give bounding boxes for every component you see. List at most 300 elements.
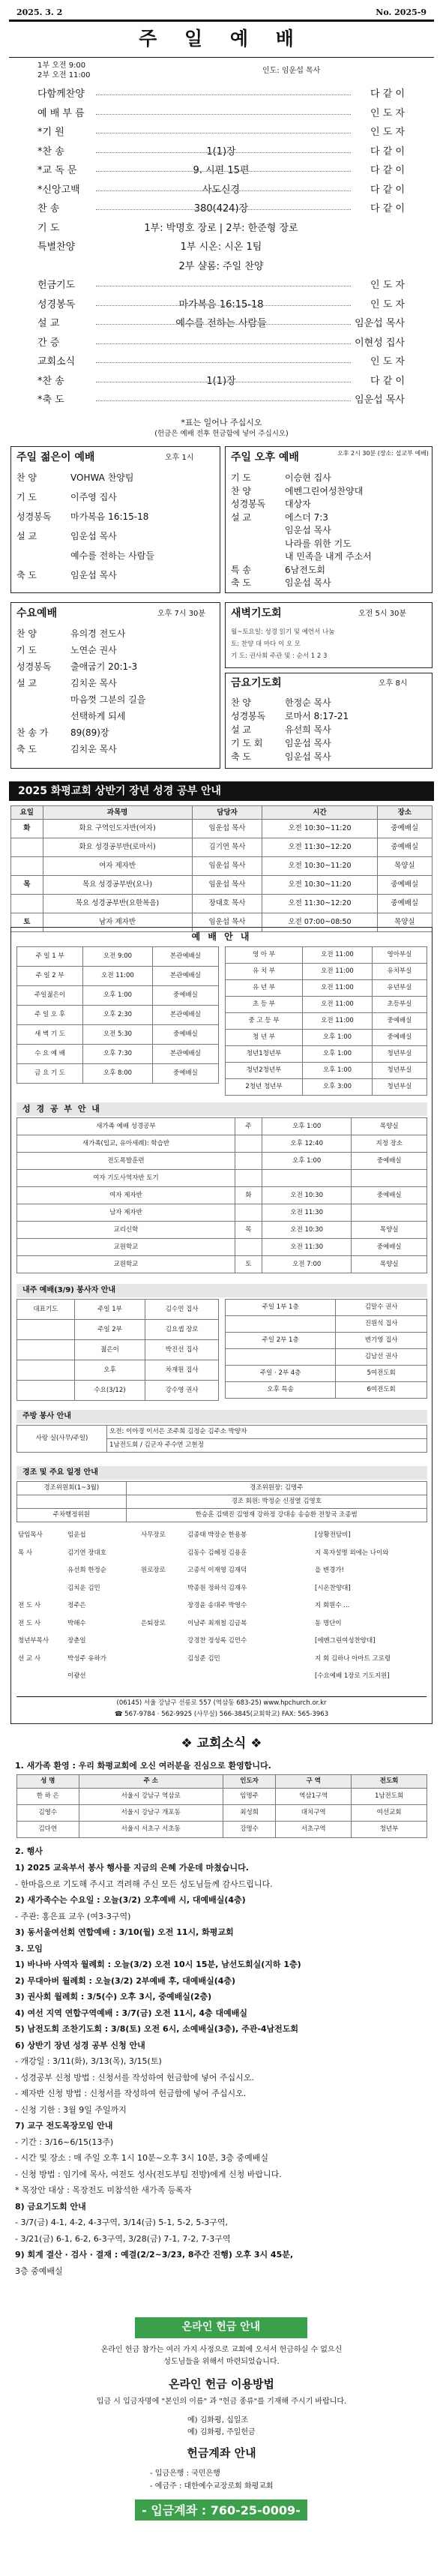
wr-cell: 오전 11:00 bbox=[303, 1013, 373, 1030]
title-rule bbox=[9, 57, 434, 58]
wr-cell: 청년부실 bbox=[372, 1063, 427, 1079]
dr-row bbox=[226, 1382, 427, 1399]
wl-cell: 주 일 1 부 bbox=[17, 947, 83, 967]
sch-cell: 한승훈 김택진 김영재 강하정 강대송 송승환 전창국 조종범 bbox=[126, 1509, 427, 1522]
pm-label: 특 송 bbox=[231, 564, 251, 575]
news-events-heading: 2. 행사 bbox=[15, 1846, 43, 1856]
online-examples bbox=[187, 2415, 256, 2439]
staff-cell: [수요예배 1장로 기도지원] bbox=[315, 1672, 390, 1680]
news-item: - 3/21(금) 6-1, 6-2, 6-3구역, 3/28(금) 7-1, 7-2, 7-3구역 bbox=[15, 2233, 231, 2244]
study-plan-cell: 임운섭 목사 bbox=[192, 857, 262, 876]
wr-cell: 청년1청년부 bbox=[226, 1046, 303, 1063]
sg-cell: 여자 기도사역자반 토기 bbox=[17, 1170, 235, 1187]
sch-cell: 경조 회원: 박정순 신정열 김영호 bbox=[126, 1495, 427, 1509]
newcomer-cell: 서초구역 bbox=[276, 1822, 352, 1838]
staff-cell: [상황전담비] bbox=[315, 1531, 351, 1539]
account-title: 헌금계좌 안내 bbox=[187, 2446, 256, 2460]
dr-cell: 변기영 집사 bbox=[336, 1333, 427, 1349]
sg-cell: 남자 제자반 bbox=[17, 1204, 235, 1222]
study-plan-col-header: 과목명 bbox=[43, 806, 192, 820]
wr-cell: 오후 1:00 bbox=[303, 1030, 373, 1046]
wl-cell: 중예배실 bbox=[152, 1064, 218, 1084]
account-number: - 입금계좌 : 760-25-0009-615 bbox=[135, 2500, 307, 2521]
youth-label: 성경봉독 bbox=[16, 511, 52, 522]
order-row bbox=[37, 315, 405, 333]
youth-label: 축 도 bbox=[16, 570, 37, 580]
dr-row bbox=[226, 1349, 427, 1366]
dl-row bbox=[17, 1320, 219, 1340]
wr-row bbox=[226, 980, 427, 997]
wl-row bbox=[17, 1006, 219, 1025]
fri-value: 임운섭 목사 bbox=[285, 751, 331, 762]
kitchen-service-title: 주방 봉사 안내 bbox=[16, 1410, 427, 1423]
study-plan-cell: 오전 11:30~12:20 bbox=[262, 895, 377, 913]
newcomer-row bbox=[17, 1822, 427, 1838]
sch-row bbox=[17, 1495, 427, 1509]
staff-cell: 고종석 이재영 김재덕 bbox=[187, 1567, 247, 1574]
staff-cell: 박종원 정하석 김재우 bbox=[187, 1584, 247, 1592]
study-plan-cell bbox=[11, 838, 43, 857]
order-row bbox=[37, 162, 405, 180]
study-plan-cell: 김기연 목사 bbox=[192, 838, 262, 857]
wr-cell: 유 치 부 bbox=[226, 964, 303, 980]
dr-cell: 김말수 권사 bbox=[336, 1300, 427, 1316]
order-row bbox=[37, 373, 405, 391]
dawn-line: 토: 찬양 대 마다 이 오 모 bbox=[231, 640, 301, 649]
wednesday-worship-title: 수요예배 bbox=[16, 607, 58, 619]
study-plan-cell: 화요 성경공부반(로마서) bbox=[43, 838, 192, 857]
newcomer-col-header: 인도자 bbox=[223, 1775, 275, 1789]
church-news-title: ❖ 교회소식 ❖ bbox=[181, 1736, 262, 1751]
order-item-leader: 다 같 이 bbox=[370, 184, 405, 196]
fri-label: 찬 양 bbox=[231, 697, 251, 708]
newcomer-table bbox=[16, 1774, 427, 1838]
sch-row bbox=[17, 1482, 427, 1495]
online-example: 예) 김화평, 주일헌금 bbox=[187, 2428, 256, 2437]
news-item: - 기간 : 3/16~6/15(13주) bbox=[15, 2137, 114, 2147]
sg-cell: 새가족 예배 성경공부 bbox=[17, 1118, 235, 1135]
sch-row bbox=[17, 1509, 427, 1522]
order-dots bbox=[96, 324, 351, 325]
dl-cell bbox=[17, 1360, 75, 1381]
order-row bbox=[37, 85, 405, 103]
staff-cell: 김종태 박장순 한용봉 bbox=[187, 1531, 247, 1539]
news-item: - 신청 기한 : 3월 9일 주일까지 bbox=[15, 2104, 127, 2115]
bulletin-number: No. 2025-9 bbox=[376, 7, 427, 17]
sg-cell: 오후 1:00 bbox=[262, 1153, 352, 1170]
bulletin-header bbox=[9, 4, 434, 18]
sg-cell: 목 bbox=[235, 1222, 262, 1239]
sg-cell: 중예배실 bbox=[352, 1239, 427, 1256]
wl-cell: 오전 11:00 bbox=[83, 967, 153, 986]
sg-row bbox=[17, 1204, 427, 1222]
newcomer-cell: 역삼1구역 bbox=[276, 1789, 352, 1805]
fri-value: 한정순 목사 bbox=[285, 697, 331, 708]
wed-value: 출애굽기 20:1-3 bbox=[70, 661, 138, 672]
dr-cell: 오후 특송 bbox=[226, 1382, 336, 1399]
news-item: 2) 무대아버 월례회 : 오늘(3/2) 2부예배 후, 대예배실(4층) bbox=[15, 1975, 236, 1986]
dl-cell: 대표기도 bbox=[17, 1300, 75, 1320]
study-plan-cell: 목양실 bbox=[377, 913, 432, 932]
account-holder: - 예금주 : 대한예수교장로회 화평교회 bbox=[150, 2482, 274, 2491]
staff-cell: 지 목자설명 외에는 나이와 bbox=[315, 1549, 389, 1557]
online-offering-button[interactable]: 온라인 헌금 안내 bbox=[135, 2317, 307, 2338]
pm-value: 6남전도회 bbox=[285, 564, 326, 575]
newcomer-cell: 1남전도회 bbox=[352, 1789, 427, 1805]
pm-value: 임운섭 목사 bbox=[285, 525, 331, 535]
wed-value: 유의경 전도사 bbox=[70, 628, 126, 639]
dl-cell: 김수민 집사 bbox=[145, 1300, 219, 1320]
order-item-title: 헌금기도 bbox=[37, 280, 76, 291]
sg-row bbox=[17, 1239, 427, 1256]
order-dots bbox=[96, 171, 351, 172]
duty-left-table bbox=[16, 1299, 219, 1401]
wednesday-worship-time: 오후 7시 30분 bbox=[157, 610, 206, 618]
duty-right-table bbox=[225, 1299, 427, 1399]
order-item-leader: 다 같 이 bbox=[370, 203, 405, 214]
order-dots bbox=[96, 114, 351, 115]
kitchen-line-2: 1남전도회 / 김군자 주수연 고현정 bbox=[107, 1439, 427, 1453]
order-item-leader: 다 같 이 bbox=[370, 375, 405, 387]
sg-cell: 주 bbox=[235, 1118, 262, 1135]
order-item-content: 예수를 전하는 사람들 bbox=[175, 318, 267, 329]
sg-cell: 토 bbox=[235, 1256, 262, 1273]
wl-cell: 금 요 기 도 bbox=[17, 1064, 83, 1084]
wed-value: 89(89)장 bbox=[70, 727, 109, 738]
study-plan-cell: 목요 성경공부반(요한복음) bbox=[43, 895, 192, 913]
order-dots bbox=[96, 362, 351, 363]
pm-value: 내 민족을 내게 주소서 bbox=[285, 551, 372, 562]
dr-row bbox=[226, 1366, 427, 1382]
dl-cell: 강수영 권사 bbox=[145, 1381, 219, 1401]
study-plan-row bbox=[11, 820, 433, 838]
staff-cell: 장경윤 송대주 박영수 bbox=[187, 1602, 247, 1609]
dr-cell: 5여전도회 bbox=[336, 1366, 427, 1382]
kitchen-label: 사랑 실(사무/주일) bbox=[17, 1426, 107, 1453]
sg-row bbox=[17, 1153, 427, 1170]
order-row bbox=[37, 296, 405, 314]
pm-value: 나라를 위한 기도 bbox=[285, 538, 352, 549]
pm-label: 축 도 bbox=[231, 577, 251, 588]
wr-cell: 오전 11:00 bbox=[303, 997, 373, 1013]
staff-cell: 지 회원수 ... bbox=[315, 1602, 350, 1609]
staff-cell: 김동수 김혜정 김용훈 bbox=[187, 1549, 247, 1557]
dr-cell bbox=[226, 1349, 336, 1366]
newcomer-cell: 임명주 bbox=[223, 1789, 275, 1805]
study-plan-cell: 화요 구역인도자반(여자) bbox=[43, 820, 192, 838]
sg-row bbox=[17, 1170, 427, 1187]
wr-cell: 오전 11:00 bbox=[303, 947, 373, 964]
sg-cell: 여자 제자반 bbox=[17, 1187, 235, 1204]
sg-row bbox=[17, 1135, 427, 1153]
order-item-title: 교회소식 bbox=[37, 356, 76, 367]
wed-value: 김치운 목사 bbox=[70, 678, 117, 688]
wr-cell: 오후 1:00 bbox=[303, 1046, 373, 1063]
order-row bbox=[37, 220, 405, 238]
fri-label: 기 도 회 bbox=[231, 738, 263, 748]
newcomer-cell: 강명수 bbox=[223, 1822, 275, 1838]
wr-cell: 청년부실 bbox=[372, 1079, 427, 1096]
news-item: 3. 모임 bbox=[15, 1943, 43, 1954]
pm-label: 기 도 bbox=[231, 472, 251, 483]
sg-cell: 오전 11:30 bbox=[262, 1239, 352, 1256]
newcomer-body bbox=[17, 1789, 427, 1838]
sg-cell: 목양실 bbox=[352, 1222, 427, 1239]
worship-guide-title: 예 배 안 내 bbox=[191, 931, 252, 942]
order-item-title: 예 배 부 름 bbox=[37, 107, 85, 119]
staff-cell: 이광선 bbox=[67, 1672, 86, 1680]
news-item: - 신청 방법 : 임기에 목사, 여전도 성사(전도부팀 전방)에게 신청 바랍니다. bbox=[15, 2169, 282, 2179]
order-item-leader: 이현성 집사 bbox=[355, 337, 405, 349]
wr-cell: 유 년 부 bbox=[226, 980, 303, 997]
dl-row bbox=[17, 1340, 219, 1360]
sg-cell: 교리신학 bbox=[17, 1222, 235, 1239]
order-item-leader: 인 도 자 bbox=[370, 356, 405, 367]
youth-value: 임운섭 목사 bbox=[70, 531, 117, 541]
wr-cell: 2청년 청년부 bbox=[226, 1079, 303, 1096]
order-dots bbox=[96, 400, 351, 401]
news-item: 3) 동서울여선회 연합예배 : 3/10(월) 오전 11시, 화평교회 bbox=[15, 1927, 234, 1937]
order-item-title: *교 독 문 bbox=[37, 165, 77, 176]
study-plan-cell: 오전 11:30~12:20 bbox=[262, 838, 377, 857]
sg-cell: 오후 12:40 bbox=[262, 1135, 352, 1153]
staff-cell: 동 명단이 bbox=[315, 1619, 342, 1627]
study-plan-cell: 남자 제자반 bbox=[43, 913, 192, 932]
sg-cell: 중예배실 bbox=[352, 1153, 427, 1170]
newcomer-col-header: 주 소 bbox=[79, 1775, 223, 1789]
order-dots bbox=[96, 209, 351, 210]
wr-cell: 영아부실 bbox=[372, 947, 427, 964]
header-rule bbox=[9, 19, 434, 22]
study-plan-body bbox=[11, 820, 433, 932]
wed-value: 마음껏 그분의 길을 bbox=[70, 694, 146, 705]
wl-cell: 새 벽 기 도 bbox=[17, 1025, 83, 1045]
wr-cell: 초등부실 bbox=[372, 997, 427, 1013]
online-method-title: 온라인 헌금 이용방법 bbox=[169, 2377, 274, 2391]
study-plan-cell: 중예배실 bbox=[377, 876, 432, 895]
newcomer-cell: 서울시 강남구 개포동 bbox=[79, 1805, 223, 1822]
wr-cell: 청 년 부 bbox=[226, 1030, 303, 1046]
wl-row bbox=[17, 1025, 219, 1045]
news-item: 3층 중예배실 bbox=[15, 2266, 63, 2276]
study-plan-cell: 오전 10:30~11:20 bbox=[262, 876, 377, 895]
order-item-title: *찬 송 bbox=[37, 145, 64, 157]
order-item-leader: 다 같 이 bbox=[370, 145, 405, 157]
order-item-title: 찬 송 bbox=[37, 203, 60, 214]
fri-label: 설 교 bbox=[231, 724, 251, 735]
order-item-title: *신앙고백 bbox=[37, 184, 80, 196]
order-item-content: 1(1)장 bbox=[206, 145, 236, 157]
order-item-title: 설 교 bbox=[37, 318, 60, 329]
news-item: - 한마음으로 기도해 주시고 격려해 주신 모든 성도님들께 감사드립니다. bbox=[15, 1879, 273, 1889]
account-bank: - 입금은행 : 국민은행 bbox=[150, 2470, 220, 2478]
offering-note: (헌금은 예배 전후 헌금함에 넣어 주십시오) bbox=[154, 430, 289, 438]
study-plan-cell: 임운섭 목사 bbox=[192, 876, 262, 895]
order-item-leader: 인 도 자 bbox=[370, 280, 405, 291]
wed-label: 설 교 bbox=[16, 678, 37, 688]
study-plan-header-row bbox=[11, 806, 433, 820]
newcomer-cell: 청년부 bbox=[352, 1822, 427, 1838]
order-row bbox=[37, 124, 405, 142]
wl-cell: 오후 7:30 bbox=[83, 1045, 153, 1064]
sg-cell bbox=[235, 1239, 262, 1256]
study-plan-row bbox=[11, 895, 433, 913]
news-item: - 시간 및 장소 : 매 주일 오후 1시 10분~오후 3시 10분, 3층 중예배실 bbox=[15, 2153, 268, 2163]
order-item-leader: 다 같 이 bbox=[370, 165, 405, 176]
staff-cell: 원로장로 bbox=[141, 1567, 166, 1574]
wed-value: 노연순 권사 bbox=[70, 645, 117, 655]
news-item: 6) 상반기 장년 성경 공부 신청 안내 bbox=[15, 2040, 145, 2050]
study-plan-col-header: 시간 bbox=[262, 806, 377, 820]
sg-cell: 오전 10:30 bbox=[262, 1187, 352, 1204]
newcomer-col-header: 전도회 bbox=[352, 1775, 427, 1789]
service-time-1: 1부 오전 9:00 bbox=[37, 61, 86, 70]
wl-cell: 오후 1:00 bbox=[83, 986, 153, 1006]
sg-cell: 화 bbox=[235, 1187, 262, 1204]
wr-cell: 오후 3:00 bbox=[303, 1079, 373, 1096]
online-intro-line: 성도님들을 위해서 마련되었습니다. bbox=[163, 2357, 280, 2366]
newcomer-cell: 한 하 은 bbox=[17, 1789, 79, 1805]
wl-cell: 주일젊은이 bbox=[17, 986, 83, 1006]
wed-value: 선택하게 되세 bbox=[70, 711, 126, 721]
dawn-prayer-time: 오전 5시 30분 bbox=[358, 610, 407, 618]
sg-row bbox=[17, 1256, 427, 1273]
dl-row bbox=[17, 1300, 219, 1320]
youth-label: 설 교 bbox=[16, 531, 37, 541]
service-time-2: 2부 오전 11:00 bbox=[37, 70, 91, 79]
study-plan-cell: 여자 제자반 bbox=[43, 857, 192, 876]
study-plan-cell: 중예배실 bbox=[377, 820, 432, 838]
dawn-line: 월~토요일: 성경 읽기 및 예언서 나눔 bbox=[231, 628, 335, 636]
wr-cell: 유년부실 bbox=[372, 980, 427, 997]
wl-row bbox=[17, 947, 219, 967]
newcomer-col-header: 구 역 bbox=[276, 1775, 352, 1789]
study-guide-title: 성 경 공 부 안 내 bbox=[16, 1102, 427, 1116]
order-item-leader: 임운섭 목사 bbox=[355, 394, 405, 406]
wl-row bbox=[17, 986, 219, 1006]
news-item: 8) 금요기도회 안내 bbox=[15, 2201, 86, 2212]
fri-label: 성경봉독 bbox=[231, 711, 266, 721]
standing-note: *표는 일어나 주십시오 bbox=[181, 418, 262, 427]
news-item: 1) 2025 교육부서 봉사 행사를 지금의 은혜 가운데 마쳤습니다. bbox=[15, 1863, 249, 1873]
order-item-title: *찬 송 bbox=[37, 375, 64, 387]
sg-cell: 오전 10:30 bbox=[262, 1222, 352, 1239]
newcomer-row bbox=[17, 1789, 427, 1805]
order-item-title: *기 원 bbox=[37, 127, 64, 138]
wr-row bbox=[226, 1013, 427, 1030]
sg-cell: 오전 11:30 bbox=[262, 1204, 352, 1222]
page-title: 주 일 예 배 bbox=[139, 28, 304, 49]
news-item: 9) 회계 결산 · 검사 · 결재 : 예결(2/2~3/23, 8주간 진행) 오후 3시 45분, bbox=[15, 2250, 294, 2260]
study-plan-cell: 목요 성경공부반(요나) bbox=[43, 876, 192, 895]
staff-cell: 은퇴장로 bbox=[141, 1619, 166, 1627]
news-item: - 주관: 홍은표 교우 (여3-3구역) bbox=[15, 1911, 131, 1921]
dl-cell: 젊은이 bbox=[74, 1340, 145, 1360]
study-plan-cell: 오전 10:30~11:20 bbox=[262, 820, 377, 838]
staff-cell: 이남주 최재철 김금복 bbox=[187, 1619, 247, 1627]
study-plan-cell: 오전 10:30~11:20 bbox=[262, 857, 377, 876]
order-item-content: 1부 시온: 시온 1팀 bbox=[180, 241, 262, 253]
wed-label: 찬 양 bbox=[16, 628, 37, 639]
dl-cell bbox=[17, 1340, 75, 1360]
study-plan-cell bbox=[11, 857, 43, 876]
next-week-duty-title: 내주 예배(3/9) 봉사자 안내 bbox=[16, 1284, 427, 1297]
study-plan-cell bbox=[11, 895, 43, 913]
sg-cell bbox=[235, 1170, 262, 1187]
wed-label: 찬 송 가 bbox=[16, 727, 49, 738]
news-item: 1) 바나바 사역자 월례회 : 오늘(3/2) 오전 10시 15분, 남선도회실(지하 1층) bbox=[15, 1960, 301, 1969]
wl-cell: 본관예배실 bbox=[152, 947, 218, 967]
online-intro bbox=[15, 2344, 428, 2368]
wl-cell: 오전 9:00 bbox=[83, 947, 153, 967]
address-rule bbox=[16, 1696, 427, 1697]
newcomer-cell: 김다연 bbox=[17, 1822, 79, 1838]
staff-cell: 선 교 사 bbox=[18, 1654, 41, 1663]
dr-row bbox=[226, 1316, 427, 1333]
wr-cell: 오전 11:00 bbox=[303, 964, 373, 980]
newcomer-cell: 최성희 bbox=[223, 1805, 275, 1822]
order-item-content: 2부 샬롬: 주일 찬양 bbox=[178, 260, 264, 272]
sg-cell: 교원학교 bbox=[17, 1256, 235, 1273]
fri-label: 축 도 bbox=[231, 751, 251, 762]
dawn-line: 기 도: 권사회 주관 및 : 순서 1 2 3 bbox=[231, 652, 328, 661]
study-plan-table bbox=[10, 805, 433, 932]
staff-cell: 지 회 김하나 아마트 고로령 bbox=[315, 1654, 391, 1663]
order-item-title: 특별찬양 bbox=[37, 241, 76, 253]
pm-worship-title: 주일 오후 예배 bbox=[231, 451, 299, 463]
sg-cell: 새가족(입교, 유아세례): 학습반 bbox=[17, 1135, 235, 1153]
order-dots bbox=[96, 343, 351, 344]
order-item-leader: 인 도 자 bbox=[370, 127, 405, 138]
newcomer-cell: 김영수 bbox=[17, 1805, 79, 1822]
order-item-title: 다함께찬양 bbox=[37, 88, 85, 100]
study-plan-cell: 토 bbox=[11, 913, 43, 932]
wr-row bbox=[226, 1063, 427, 1079]
order-row bbox=[37, 334, 405, 352]
dr-cell: 주일 · 2부 4층 bbox=[226, 1366, 336, 1382]
sg-cell: 목양실 bbox=[352, 1118, 427, 1135]
dr-cell: 6여전도회 bbox=[336, 1382, 427, 1399]
pm-value: 대상자 bbox=[285, 499, 311, 509]
wr-cell: 초 등 부 bbox=[226, 997, 303, 1013]
youth-value: 예수를 전하는 사람들 bbox=[70, 550, 154, 561]
order-row bbox=[37, 238, 405, 256]
church-phones: ☎ 567-9784 · 562-9925 (사무실) 566-3845(교회학교) FAX: 565-3963 bbox=[114, 1711, 329, 1718]
order-item-leader: 다 같 이 bbox=[370, 88, 405, 100]
study-plan-cell: 임운섭 목사 bbox=[192, 820, 262, 838]
order-row bbox=[37, 105, 405, 123]
youth-value: 이주영 집사 bbox=[70, 492, 117, 502]
sg-cell: 오후 1:00 bbox=[262, 1118, 352, 1135]
pm-label: 설 교 bbox=[231, 511, 251, 523]
friday-prayer-time: 오후 8시 bbox=[379, 679, 408, 688]
staff-cell: 목 사 bbox=[18, 1549, 33, 1557]
sg-cell bbox=[235, 1153, 262, 1170]
order-item-content: 9. 시편 15편 bbox=[193, 165, 250, 176]
schedule-table bbox=[16, 1481, 427, 1522]
dl-cell: 김요셉 장로 bbox=[145, 1320, 219, 1340]
order-dots bbox=[96, 94, 351, 95]
sg-cell: 전도폭발훈련 bbox=[17, 1153, 235, 1170]
order-dots bbox=[96, 152, 351, 153]
wed-label: 축 도 bbox=[16, 744, 37, 754]
sg-cell bbox=[235, 1204, 262, 1222]
order-row bbox=[37, 353, 405, 371]
pm-label: 성경봉독 bbox=[231, 499, 266, 509]
wr-row bbox=[226, 1030, 427, 1046]
youth-label: 찬 양 bbox=[16, 472, 37, 483]
sg-cell bbox=[235, 1135, 262, 1153]
